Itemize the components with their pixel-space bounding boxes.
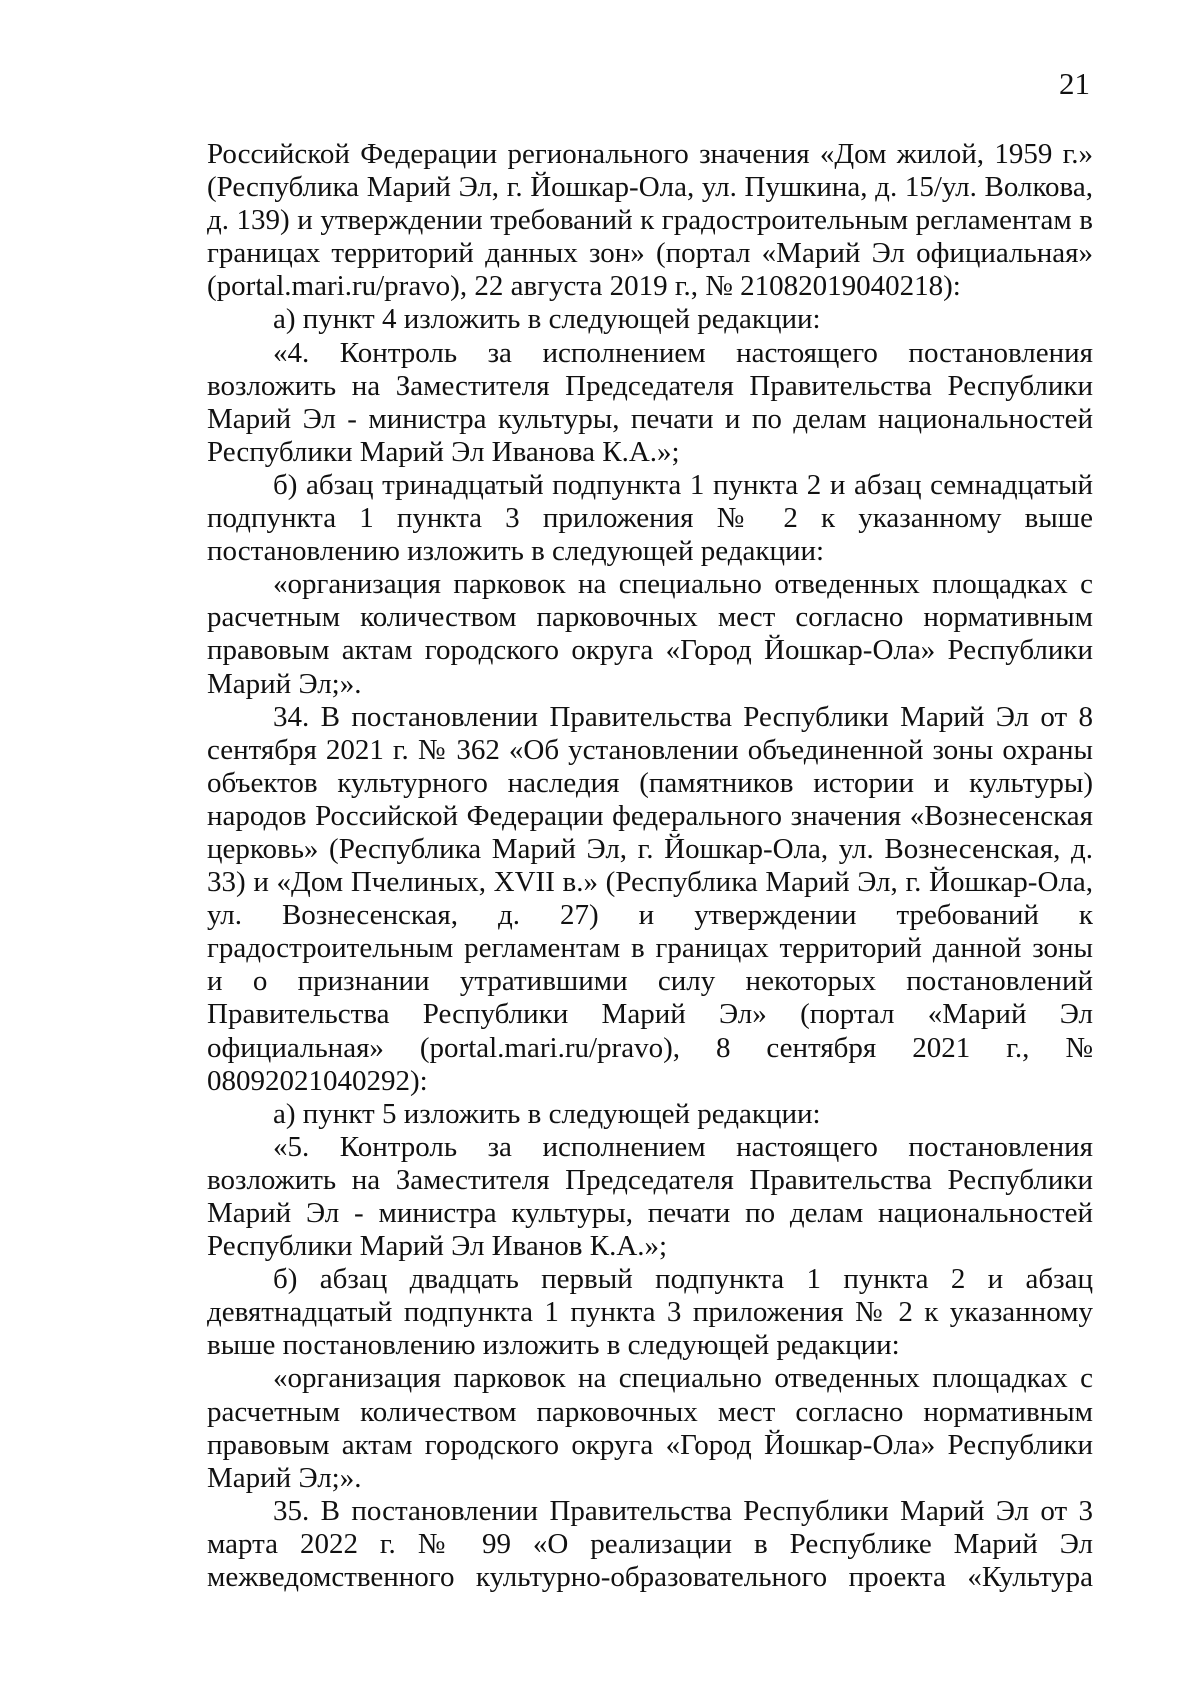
paragraph-parking-1: «организация парковок на специально отведенных площадках с расчетным количеством парковочных мест согласно нормативным правовым актам городского округа «Город Йошкар-Ола» Республики Марий Эл;».: [207, 568, 1093, 700]
paragraph-b-abzac-2: б) абзац двадцать первый подпункта 1 пункта 2 и абзац девятнадцатый подпункта 1 пункта 3 приложения № 2 к указанному выше постановлению изложить в следующей редакции:: [207, 1263, 1093, 1362]
paragraph-35: 35. В постановлении Правительства Республики Марий Эл от 3 марта 2022 г. № 99 «О реализации в Республике Марий Эл межведомственного культурно-образовательного проекта «Культура: [207, 1494, 1093, 1594]
paragraph-a-item-4: а) пункт 4 изложить в следующей редакции:: [273, 303, 821, 336]
paragraph-parking-2: «организация парковок на специально отведенных площадках с расчетным количеством парковочных мест согласно нормативным правовым актам городского округа «Город Йошкар-Ола» Республики Марий Эл;».: [207, 1362, 1093, 1494]
paragraph-a-item-5: а) пункт 5 изложить в следующей редакции:: [273, 1097, 821, 1130]
paragraph-continued: Российской Федерации регионального значения «Дом жилой, 1959 г.» (Республика Марий Эл, г. Йошкар-Ола, ул. Пушкина, д. 15/ул. Волкова, д. 139) и утверждении требований к градостроительным регламентам в границах территорий данных зон» (портал «Марий Эл официальная» (portal.mari.ru/pravo), 22 августа 2019 г., № 21082019040218):: [207, 138, 1093, 303]
paragraph-item-5-text: «5. Контроль за исполнением настоящего постановления возложить на Заместителя Председателя Правительства Республики Марий Эл - министра культуры, печати по делам национальностей Республики Марий Эл Иванов К.А.»;: [207, 1130, 1093, 1263]
paragraph-b-abzac: б) абзац тринадцатый подпункта 1 пункта 2 и абзац семнадцатый подпункта 1 пункта 3 приложения № 2 к указанному выше постановлению изложить в следующей редакции:: [207, 468, 1093, 568]
paragraph-item-4-text: «4. Контроль за исполнением настоящего постановления возложить на Заместителя Председателя Правительства Республики Марий Эл - министра культуры, печати и по делам национальностей Республики Марий Эл Иванова К.А.»;: [207, 336, 1093, 468]
page-number: 21: [1059, 66, 1090, 101]
document-body: [207, 138, 1093, 1594]
paragraph-34: 34. В постановлении Правительства Республики Марий Эл от 8 сентября 2021 г. № 362 «Об установлении объединенной зоны охраны объектов культурного наследия (памятников истории и культуры) народов Российской Федерации федерального значения «Вознесенская церковь» (Республика Марий Эл, г. Йошкар-Ола, ул. Вознесенская, д. 33) и «Дом Пчелиных, XVII в.» (Республика Марий Эл, г. Йошкар-Ола, ул. Вознесенская, д. 27) и утверждении требований к градостроительным регламентам в границах территорий данной зоны и о признании утратившими силу некоторых постановлений Правительства Республики Марий Эл» (портал «Марий Эл официальная» (portal.mari.ru/pravo), 8 сентября 2021 г., № 08092021040292):: [207, 700, 1093, 1097]
